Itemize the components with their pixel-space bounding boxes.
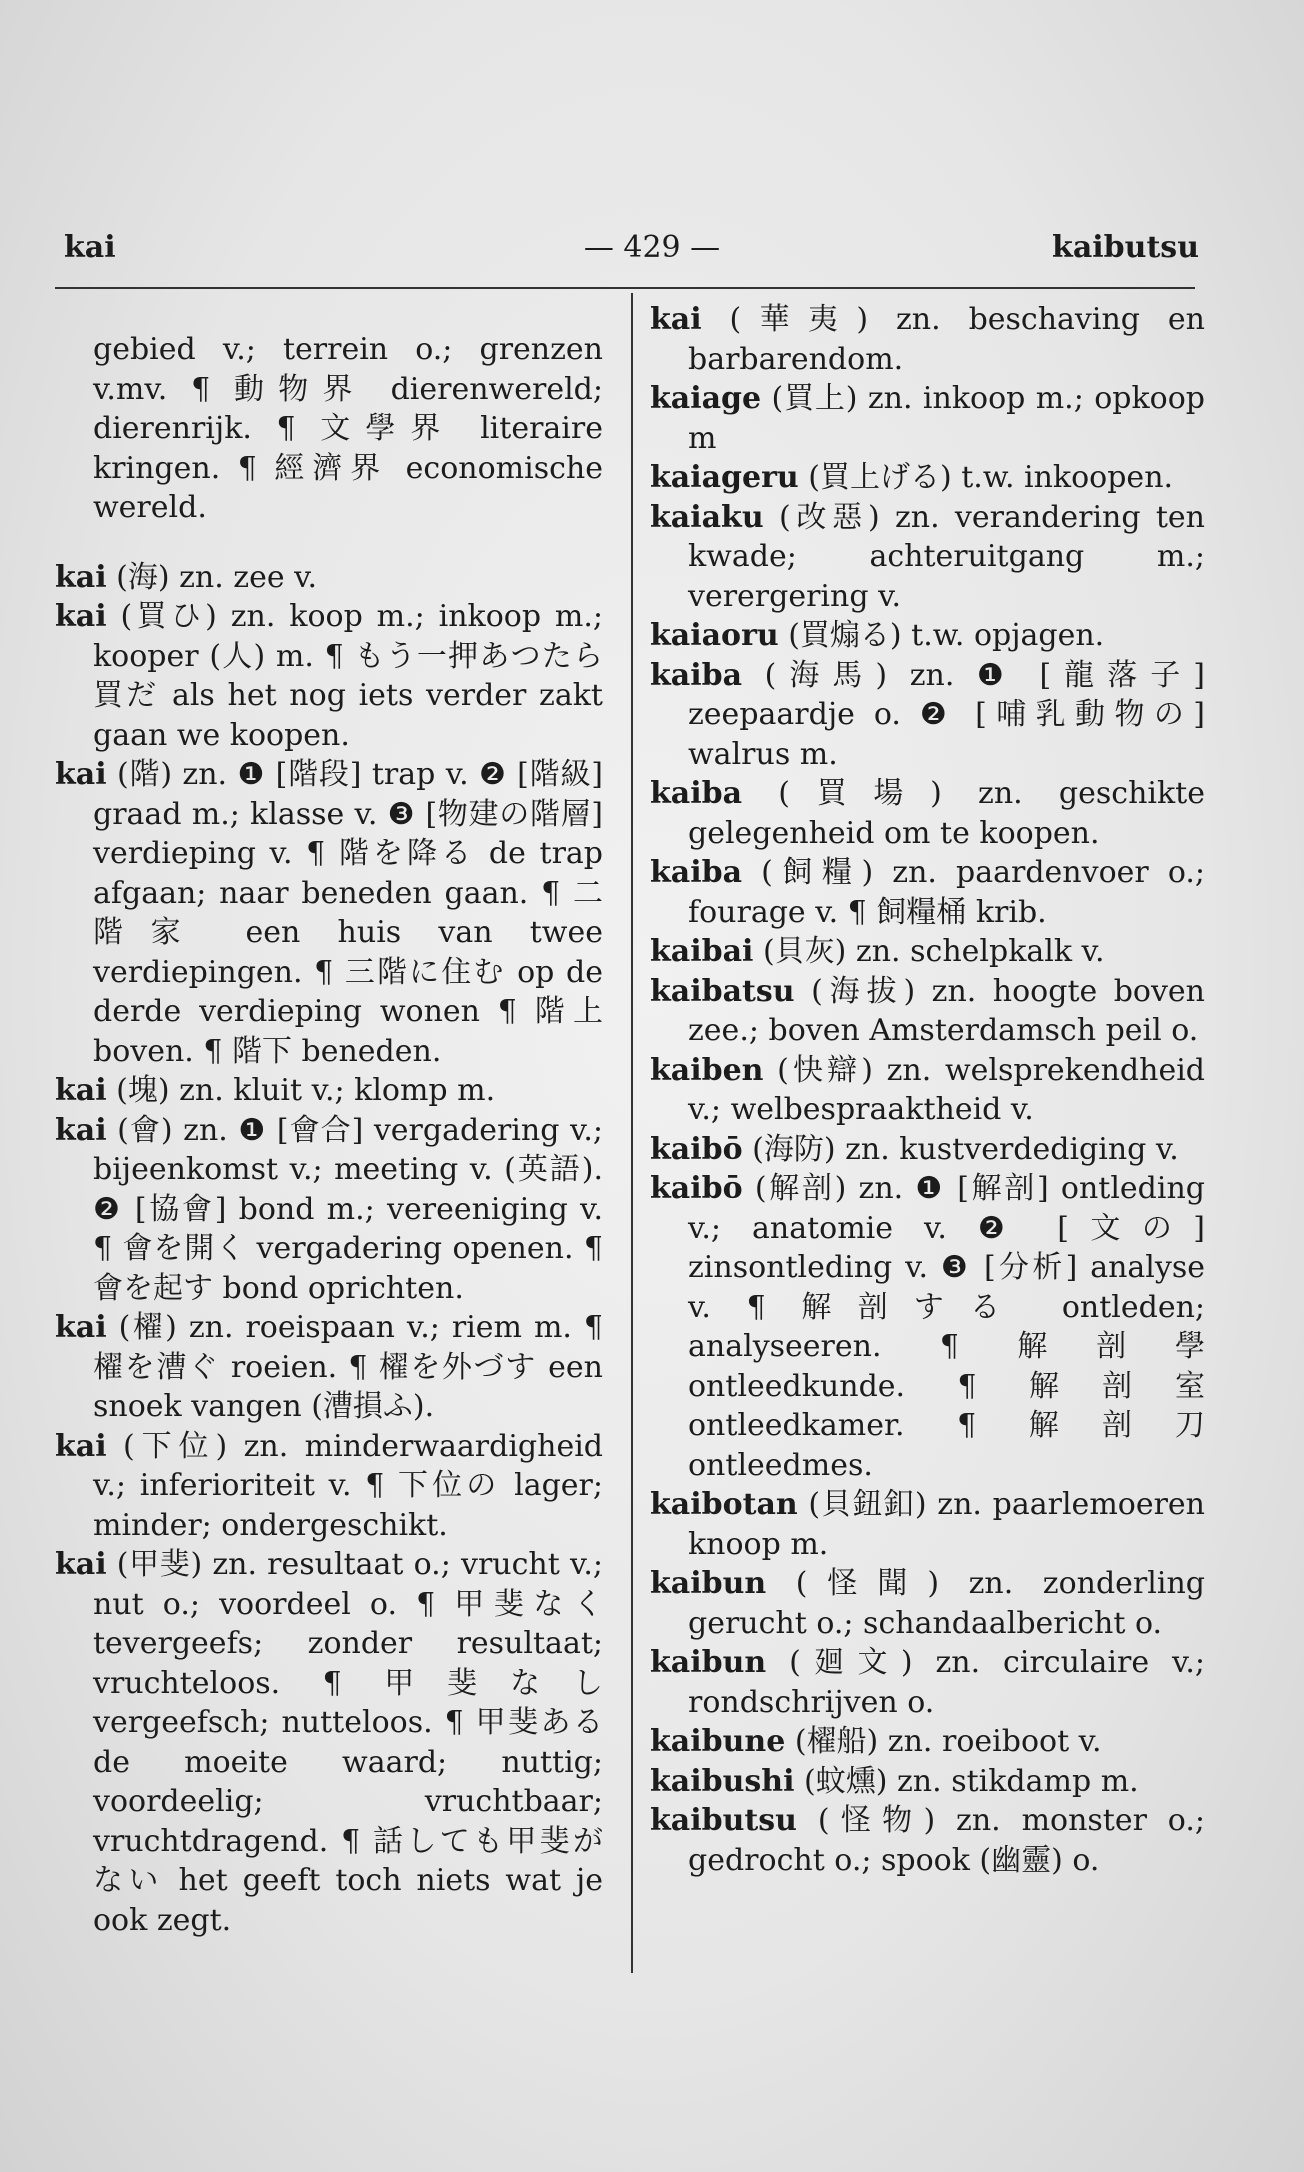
dictionary-entry <box>650 379 1205 458</box>
dictionary-entry <box>55 1545 603 1940</box>
dictionary-entry <box>650 1762 1205 1802</box>
entry-body: (階) zn. ❶ [階段] trap v. ❷ [階級] graad m.; klasse v. ❸ [物建の階層] verdieping v. ¶ 階を降る de trap afgaan; naar beneden gaan. ¶ 二階家 een huis van twee verdiepingen. ¶ 三階に住む op de derde verdieping wonen ¶ 階上 boven. ¶ 階下 beneden. <box>93 757 603 1069</box>
headword: kaibatsu <box>650 973 795 1009</box>
dictionary-entry <box>650 656 1205 775</box>
dictionary-entry <box>55 1071 603 1111</box>
continued-entry: gebied v.; terrein o.; grenzen v.mv. ¶ 動物界 dierenwereld; dierenrijk. ¶ 文學界 literaire kringen. ¶ 經濟界 economische wereld. <box>93 332 603 525</box>
dictionary-entry <box>650 458 1205 498</box>
entry-body: (買場) zn. geschikte gelegenheid om te koopen. <box>688 776 1205 851</box>
entry-body: (蚊燻) zn. stikdamp m. <box>794 1763 1139 1799</box>
headword: kai <box>55 1428 107 1464</box>
headword: kai <box>55 1073 107 1108</box>
headword: kaibun <box>650 1645 767 1680</box>
entry-body: (怪物) zn. monster o.; gedrocht o.; spook (幽靈) o. <box>688 1803 1205 1878</box>
dictionary-entry <box>650 853 1205 932</box>
dictionary-entry <box>650 1485 1205 1564</box>
dictionary-entry <box>650 1169 1205 1485</box>
entry-body: (會) zn. ❶ [會合] vergadering v.; bijeenkomst v.; meeting v. (英語). ❷ [協會] bond m.; vereeniging v. ¶ 會を開く vergadering openen. ¶ 會を起す bond oprichten. <box>93 1112 603 1306</box>
running-head-left: kai <box>64 230 116 265</box>
dictionary-entry <box>650 774 1205 853</box>
dictionary-entry <box>55 558 603 598</box>
entry-body: (甲斐) zn. resultaat o.; vrucht v.; nut o.; voordeel o. ¶ 甲斐なく tevergeefs; zonder resultaat; vruchteloos. ¶ 甲斐なし vergeefsch; nutteloos. ¶ 甲斐ある de moeite waard; nuttig; voordeelig; vruchtbaar; vruchtdragend. ¶ 話しても甲斐がない het geeft toch niets wat je ook zegt. <box>93 1547 603 1938</box>
headword: kaiaoru <box>650 618 779 653</box>
dictionary-entry <box>650 1564 1205 1643</box>
entry-body: (海拔) zn. hoogte boven zee.; boven Amsterdamsch peil o. <box>688 973 1205 1048</box>
headword: kaiba <box>650 657 743 693</box>
headword: kai <box>55 1112 107 1148</box>
headword: kaibutsu <box>650 1803 797 1838</box>
headword: kai <box>55 1547 107 1582</box>
dictionary-entry <box>650 1643 1205 1722</box>
headword: kaiage <box>650 381 762 416</box>
headword: kai <box>650 302 702 337</box>
left-entries <box>55 558 603 1941</box>
dictionary-entry <box>55 1308 603 1427</box>
headword: kaibō <box>650 1171 743 1206</box>
headword: kaibō <box>650 1131 743 1167</box>
entry-body: (改惡) zn. verandering ten kwade; achteruitgang m.; verergering v. <box>688 499 1205 614</box>
headword: kaibune <box>650 1724 786 1759</box>
entry-body: (買上げる) t.w. inkoopen. <box>798 460 1174 495</box>
headword: kaiageru <box>650 460 799 495</box>
headword: kai <box>55 757 107 792</box>
right-column <box>650 300 1205 1880</box>
page-number: — 429 — <box>583 230 721 265</box>
column-divider <box>631 293 633 1973</box>
running-head-right: kaibutsu <box>1052 230 1199 265</box>
dictionary-entry <box>650 932 1205 972</box>
dictionary-entry <box>55 1427 603 1546</box>
headword: kai <box>55 1310 107 1345</box>
entry-body: (怪聞) zn. zonderling gerucht o.; schandaalbericht o. <box>688 1566 1205 1641</box>
entry-body: (海) zn. zee v. <box>106 559 318 595</box>
entry-body: (快辯) zn. welsprekendheid v.; welbespraaktheid v. <box>688 1052 1205 1127</box>
headword: kaibun <box>650 1566 767 1601</box>
dictionary-entry <box>55 755 603 1071</box>
headword: kaiben <box>650 1052 764 1088</box>
dictionary-entry <box>650 616 1205 656</box>
dictionary-entry <box>650 1051 1205 1130</box>
dictionary-entry <box>650 498 1205 617</box>
headword: kai <box>55 599 107 634</box>
entry-body: (買煽る) t.w. opjagen. <box>778 618 1105 653</box>
entry-body: (貝鈕釦) zn. paarlemoeren knoop m. <box>688 1487 1205 1562</box>
headword: kaibotan <box>650 1487 798 1522</box>
dictionary-entry <box>650 1722 1205 1762</box>
entry-body: (買ひ) zn. koop m.; inkoop m.; kooper (人) m. ¶ もう一押あつたら買だ als het nog iets verder zakt gaan we koopen. <box>93 599 603 753</box>
entry-body: (華夷) zn. beschaving en barbarendom. <box>688 302 1205 377</box>
headword: kaiba <box>650 855 743 890</box>
entry-body: (櫂) zn. roeispaan v.; riem m. ¶ 櫂を漕ぐ roeien. ¶ 櫂を外づす een snoek vangen (漕損ふ). <box>93 1310 603 1424</box>
headword: kaiba <box>650 776 743 811</box>
entry-body: (貝灰) zn. schelpkalk v. <box>753 934 1105 969</box>
headword: kaiaku <box>650 499 764 535</box>
left-column <box>55 300 603 1940</box>
dictionary-entry <box>55 1111 603 1309</box>
entry-body: (解剖) zn. ❶ [解剖] ontleding v.; anatomie v. ❷ [文の] zinsontleding v. ❸ [分析] analyse v. ¶ 解剖する ontleden; analyseeren. ¶ 解剖學 ontleedkunde. ¶ 解剖室 ontleedkamer. ¶ 解剖刀 ontleedmes. <box>688 1171 1205 1483</box>
headword: kaibushi <box>650 1763 795 1799</box>
entry-body: (海防) zn. kustverdediging v. <box>742 1131 1179 1167</box>
entry-body: (買上) zn. inkoop m.; opkoop m <box>688 381 1205 456</box>
dictionary-entry <box>650 1130 1205 1170</box>
right-entries <box>650 300 1205 1880</box>
entry-body: (飼糧) zn. paardenvoer o.; fourage v. ¶ 飼糧桶 krib. <box>688 855 1205 930</box>
headword: kaibai <box>650 934 754 969</box>
entry-body: (廻文) zn. circulaire v.; rondschrijven o. <box>688 1645 1205 1720</box>
dictionary-entry <box>650 1801 1205 1880</box>
entry-body: (櫂船) zn. roeiboot v. <box>785 1724 1102 1759</box>
header-rule <box>55 287 1195 289</box>
entry-body: (下位) zn. minderwaardigheid v.; inferioriteit v. ¶ 下位の lager; minder; ondergeschikt. <box>93 1428 603 1543</box>
dictionary-entry <box>650 972 1205 1051</box>
dictionary-entry <box>55 597 603 755</box>
entry-body: (塊) zn. kluit v.; klomp m. <box>106 1073 496 1108</box>
dictionary-entry <box>650 300 1205 379</box>
entry-body: (海馬) zn. ❶ [龍落子] zeepaardje o. ❷ [哺乳動物の] walrus m. <box>688 657 1205 772</box>
headword: kai <box>55 559 107 595</box>
